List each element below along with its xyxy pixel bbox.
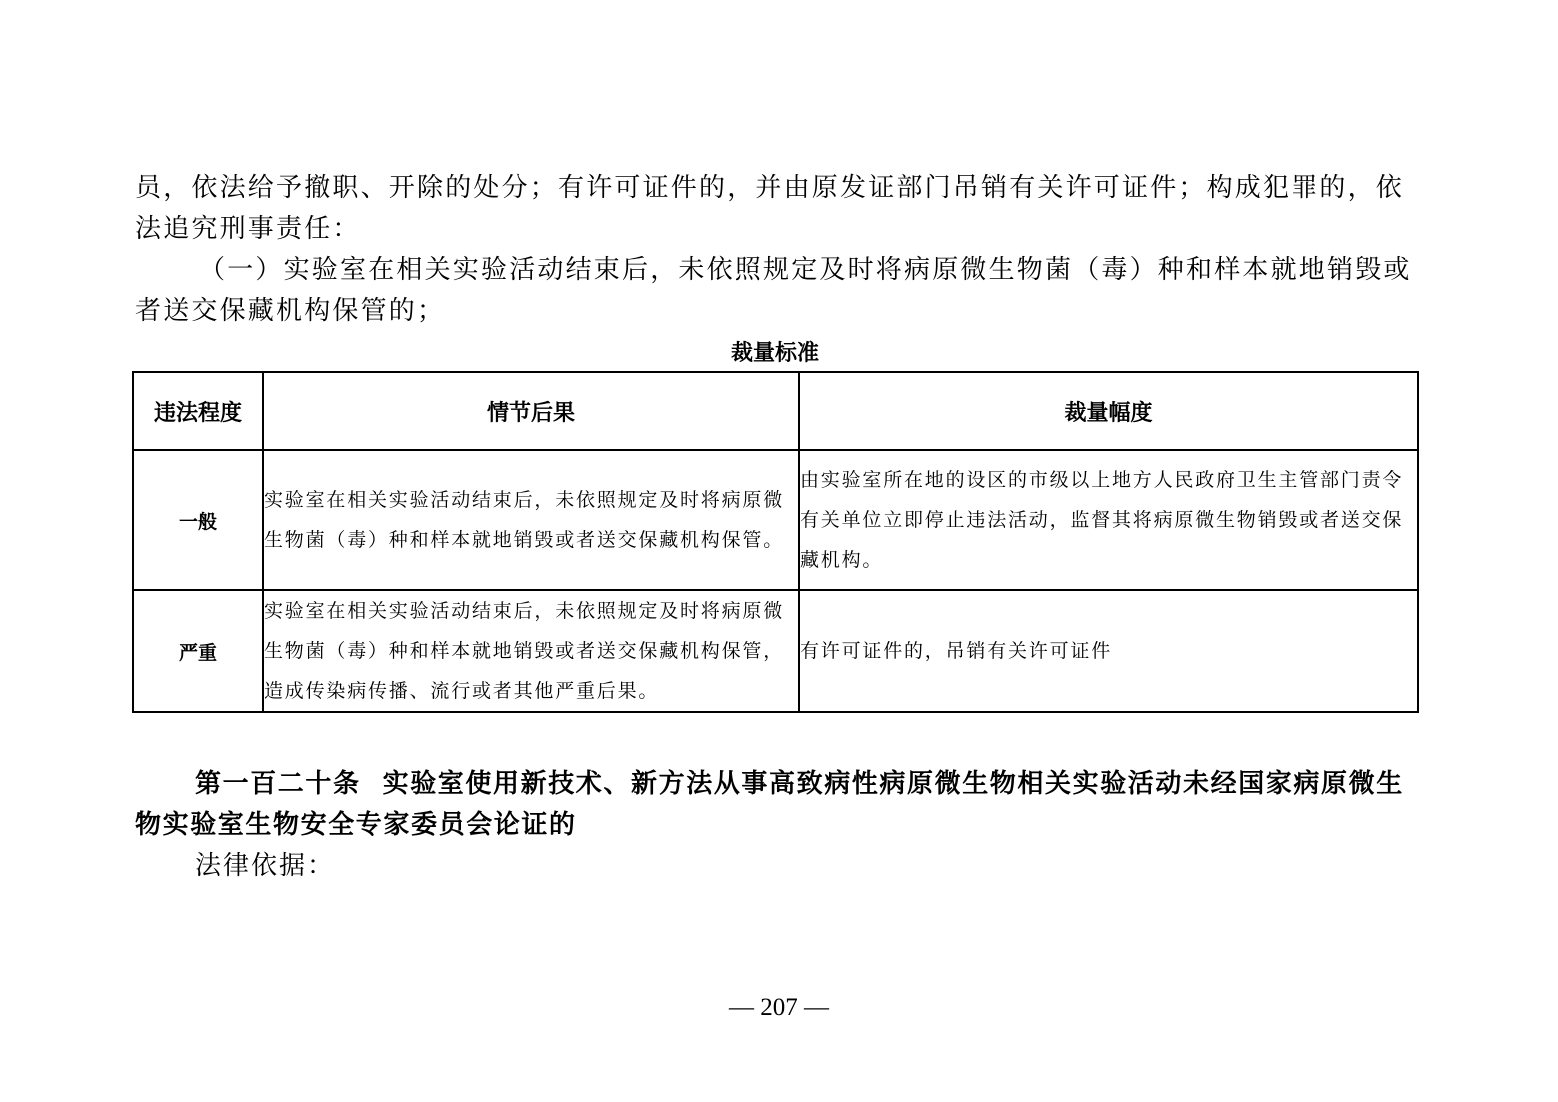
- header-penalty-range: 裁量幅度: [799, 372, 1418, 450]
- discretion-standard-table: [132, 371, 1419, 713]
- row-level: 一般: [133, 450, 263, 590]
- row-level: 严重: [133, 590, 263, 712]
- legal-basis-label: 法律依据：: [195, 851, 336, 881]
- header-circumstances: 情节后果: [263, 372, 799, 450]
- table-row: [133, 590, 1418, 712]
- table-title: 裁量标准: [730, 341, 819, 366]
- row-penalty: 由实验室所在地的设区的市级以上地方人民政府卫生主管部门责令有关单位立即停止违法活动，监督其将病原微生物销毁或者送交保藏机构。: [799, 450, 1418, 590]
- table-row: [133, 450, 1418, 590]
- article-heading: [135, 764, 1425, 846]
- table-header-row: [133, 372, 1418, 450]
- header-violation-degree: 违法程度: [133, 372, 263, 450]
- row-penalty: 有许可证件的，吊销有关许可证件: [799, 590, 1418, 712]
- paragraph-item-one: （一）实验室在相关实验活动结束后，未依照规定及时将病原微生物菌（毒）种和样本就地销毁或者送交保藏机构保管的；: [135, 255, 1412, 326]
- article-text: 实验室使用新技术、新方法从事高致病性病原微生物相关实验活动未经国家病原微生物实验室生物安全专家委员会论证的: [135, 769, 1404, 840]
- page-number: — 207 —: [729, 994, 829, 1021]
- article-number: 第一百二十条: [195, 769, 361, 799]
- row-circumstance: 实验室在相关实验活动结束后，未依照规定及时将病原微生物菌（毒）种和样本就地销毁或者送交保藏机构保管。: [263, 450, 799, 590]
- row-circumstance: 实验室在相关实验活动结束后，未依照规定及时将病原微生物菌（毒）种和样本就地销毁或者送交保藏机构保管，造成传染病传播、流行或者其他严重后果。: [263, 590, 799, 712]
- paragraph-continuation: 员，依法给予撤职、开除的处分；有许可证件的，并由原发证部门吊销有关许可证件；构成犯罪的，依法追究刑事责任：: [135, 173, 1405, 244]
